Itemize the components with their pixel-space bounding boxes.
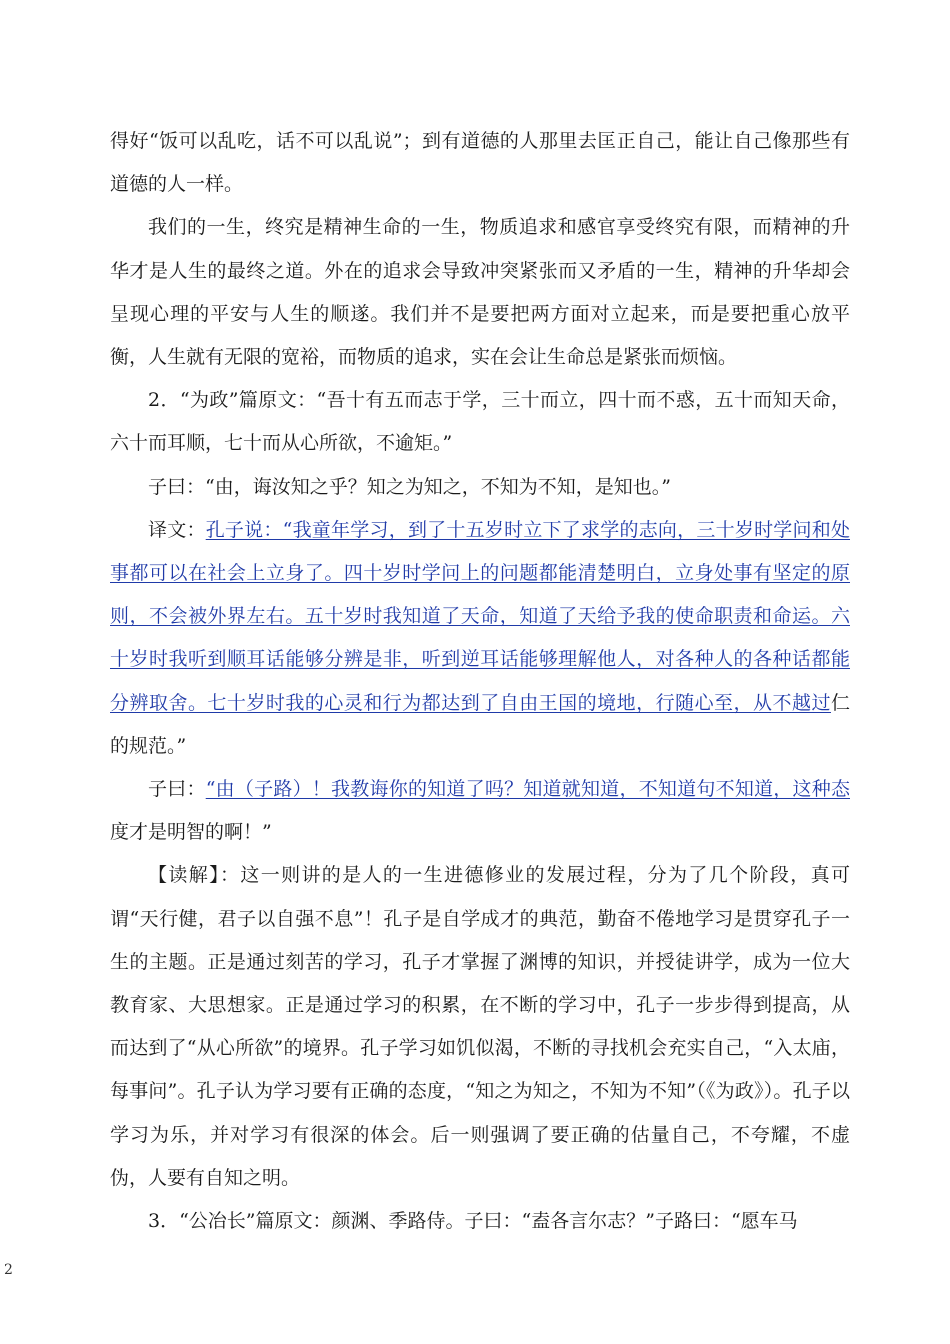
paragraph-gongyechang-original: 3．“公冶长”篇原文：颜渊、季路侍。子曰：“盍各言尔志？”子路曰：“愿车马 <box>148 1210 798 1233</box>
zi-yue-label: 子曰： <box>148 778 206 801</box>
paragraph-reading-interpretation: 【读解】：这一则讲的是人的一生进德修业的发展过程，分为了几个阶段，真可谓“天行健，君子以自强不息”！孔子是自学成才的典范，勤奋不倦地学习是贯穿孔子一生的主题。正是通过刻苦的学习，孔子才掌握了渊博的知识，并授徒讲学，成为一位大教育家、大思想家。正是通过学习的积累，在不断的学习中，孔子一步步得到提高，从而达到了“从心所欲”的境界。孔子学习如饥似渴，不断的寻找机会充实自己，“入太庙，每事问”。孔子认为学习要有正确的态度，“知之为知之，不知为不知”（《为政》）。孔子以学习为乐，并对学习有很深的体会。后一则强调了要正确的估量自己，不夸耀，不虚伪，人要有自知之明。 <box>110 864 850 1189</box>
paragraph-continuation: 得好“饭可以乱吃，话不可以乱说”；到有道德的人那里去匡正自己，能让自己像那些有道德的人一样。 <box>110 130 850 196</box>
zi-yue-translation-link[interactable]: “由（子路）！我教诲你的知道了吗？知道就知道，不知道句不知道，这种态 <box>205 778 850 801</box>
paragraph-spiritual-life: 我们的一生，终究是精神生命的一生，物质追求和感官享受终究有限，而精神的升华才是人生的最终之道。外在的追求会导致冲突紧张而又矛盾的一生，精神的升华却会呈现心理的平安与人生的顺遂。我们并不是要把两方面对立起来，而是要把重心放平衡，人生就有无限的宽裕，而物质的追求，实在会让生命总是紧张而烦恼。 <box>110 216 850 369</box>
translation-link[interactable]: 孔子说：“我童年学习，到了十五岁时立下了求学的志向，三十岁时学问和处事都可以在社会上立身了。四十岁时学问上的问题都能清楚明白，立身处事有坚定的原则，不会被外界左右。五十岁时我知道了天命，知道了天给予我的使命职责和命运。六十岁时我听到顺耳话能够分辨是非，听到逆耳话能够理解他人，对各种人的各种话都能分辨取舍。七十岁时我的心灵和行为都达到了自由王国的境地，行随心至，从不越过 <box>110 518 850 714</box>
translation-tail: 仁的规范。” <box>110 691 850 757</box>
paragraph-zi-yue-translation <box>110 768 850 854</box>
paragraph-zi-yue-you: 子曰：“由，诲汝知之乎？知之为知之，不知为不知，是知也。” <box>148 475 671 498</box>
zi-yue-translation-tail: 度才是明智的啊！” <box>110 821 272 844</box>
document-body <box>110 120 850 1243</box>
paragraph-weizheng-original: 2．“为政”篇原文：“吾十有五而志于学，三十而立，四十而不惑，五十而知天命，六十而耳顺，七十而从心所欲，不逾矩。” <box>110 389 850 455</box>
page-number: 2 <box>4 1262 13 1278</box>
translation-label: 译文： <box>148 518 206 541</box>
paragraph-translation <box>110 509 850 768</box>
